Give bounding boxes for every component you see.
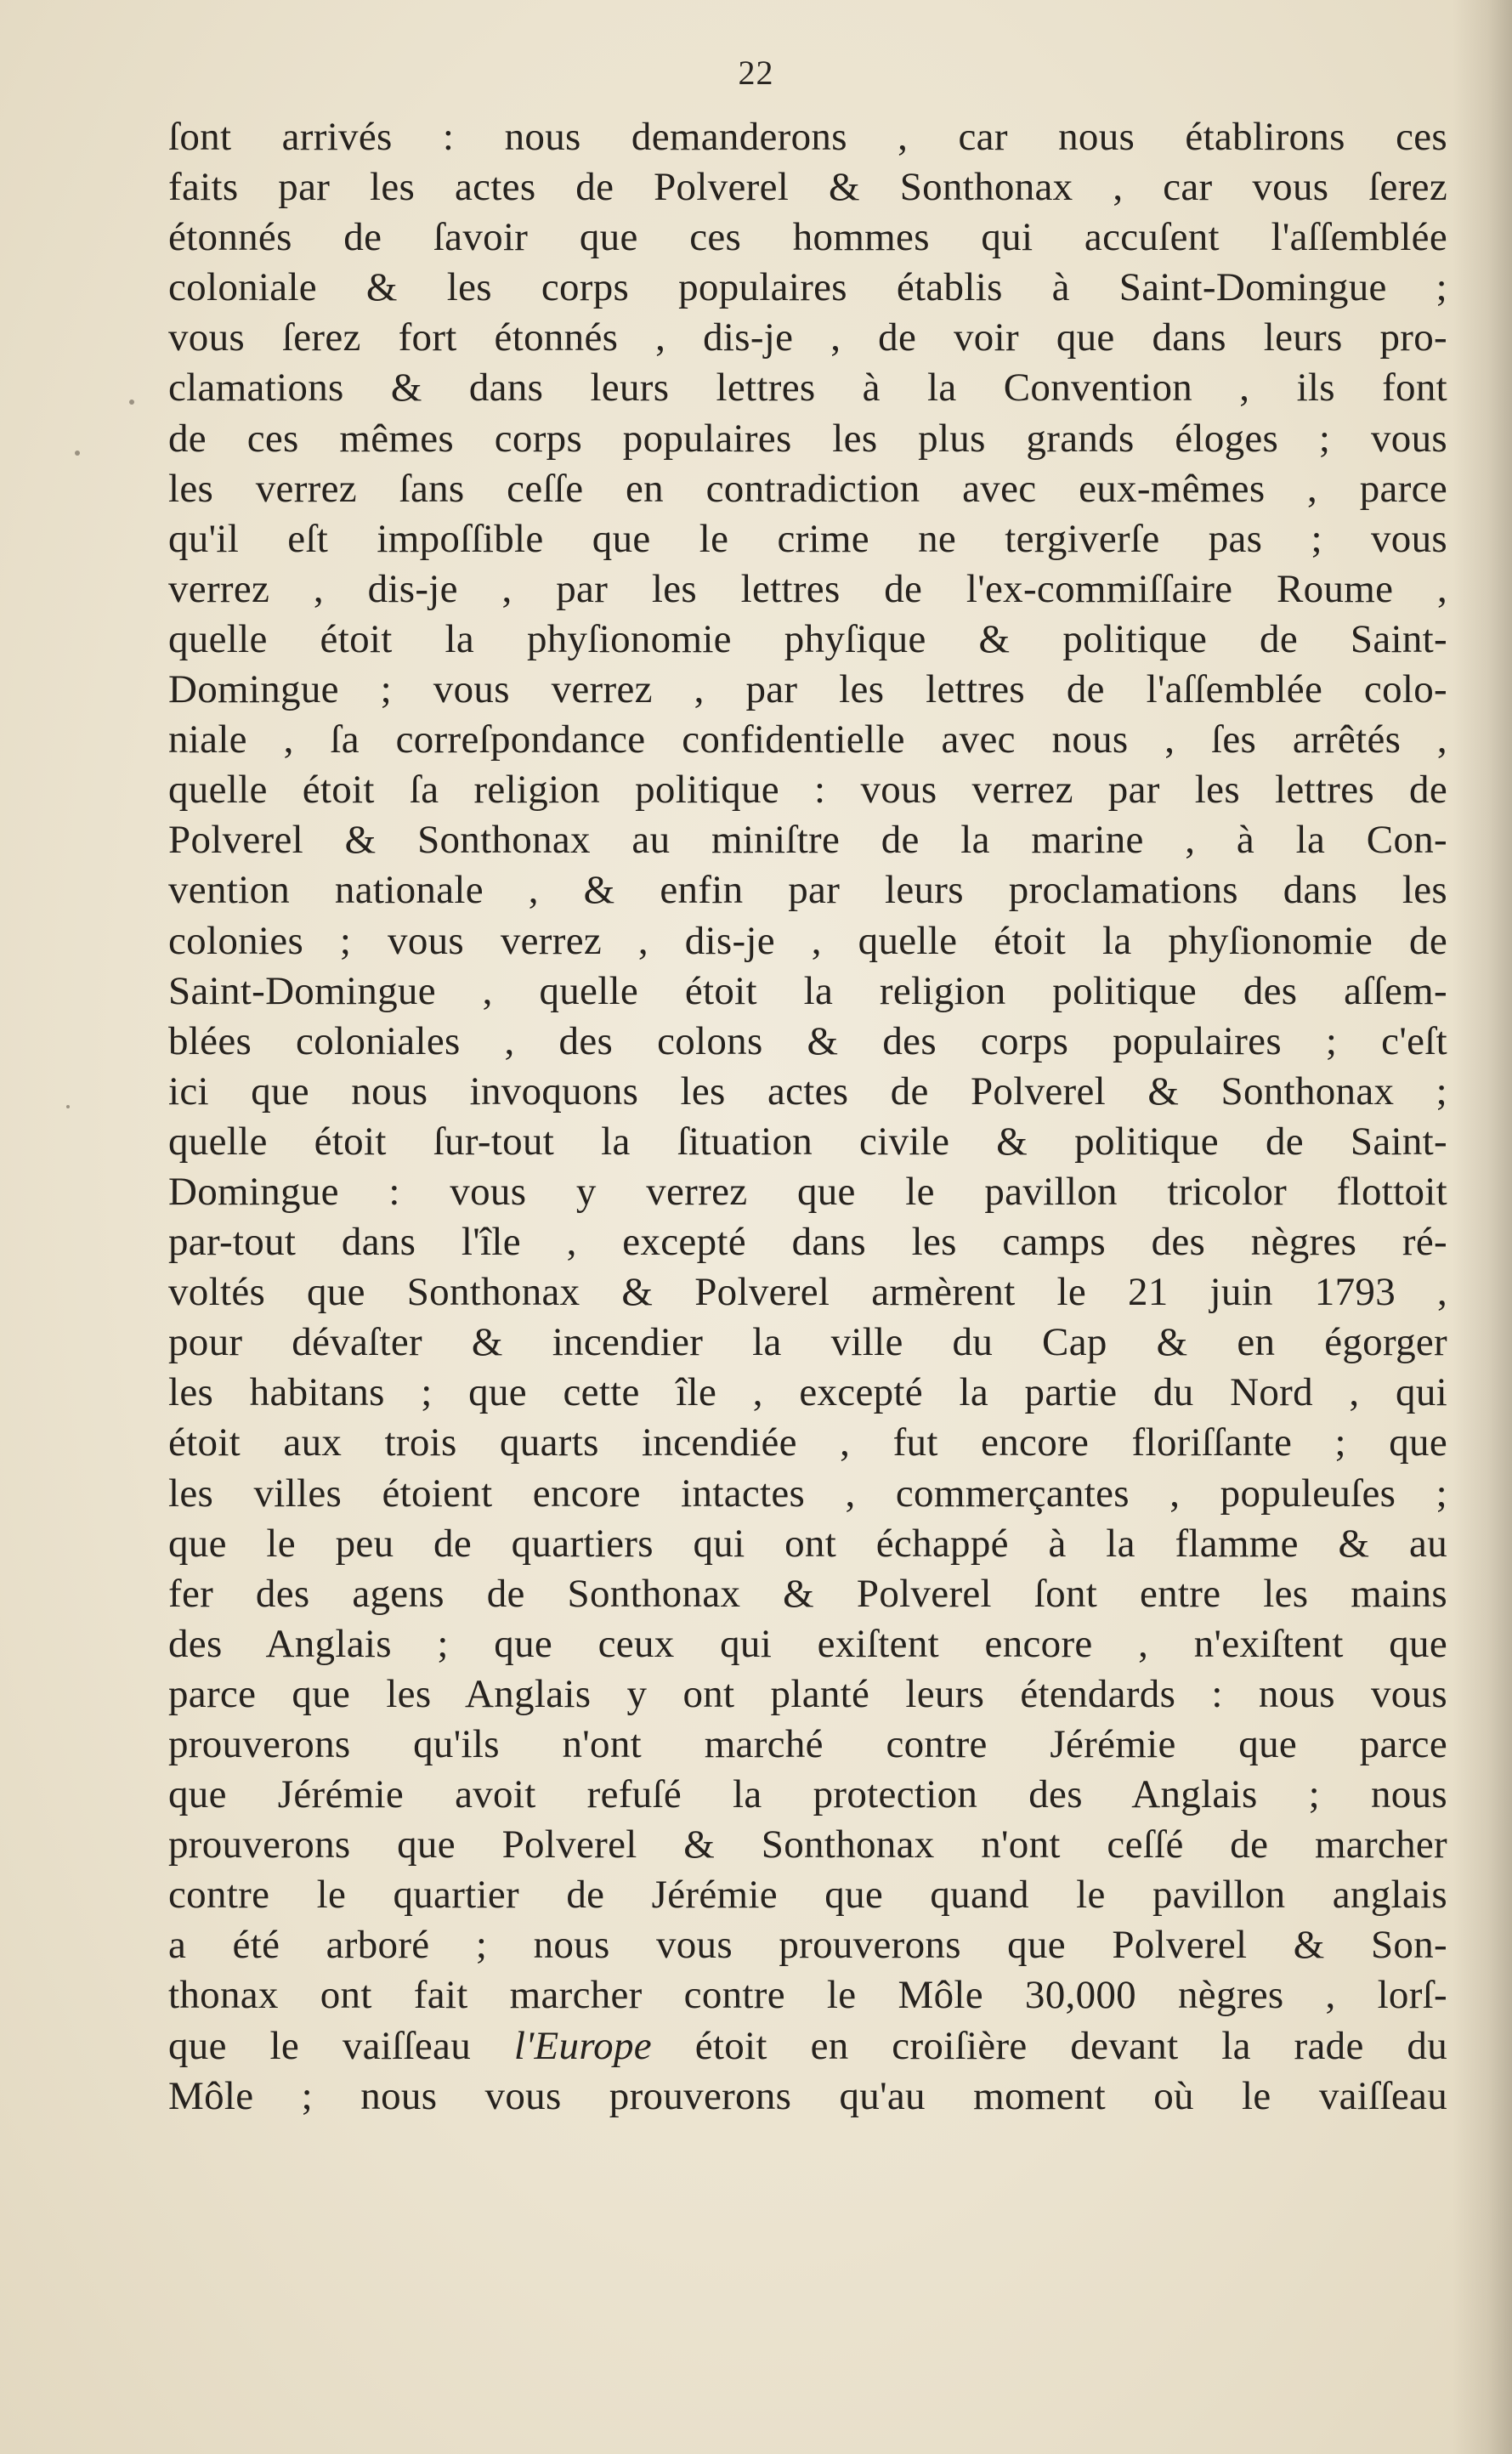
text-line: les villes étoient encore intactes , commerçantes , populeuſes ; [168, 1471, 1447, 1516]
text-line: que le peu de quartiers qui ont échappé à la flamme & au [168, 1521, 1447, 1566]
text-line: niale , ſa correſpondance confidentielle avec nous , ſes arrêtés , [168, 717, 1447, 762]
text-line: Polverel & Sonthonax au miniſtre de la marine , à la Con- [168, 818, 1447, 863]
text-line: prouverons que Polverel & Sonthonax n'ont ceſſé de marcher [168, 1822, 1447, 1867]
text-line: quelle étoit la phyſionomie phyſique & politique de Saint- [168, 616, 1447, 661]
text-line: de ces mêmes corps populaires les plus grands éloges ; vous [168, 416, 1447, 461]
text-line: coloniale & les corps populaires établis à Saint-Domingue ; [168, 265, 1447, 310]
text-run: que le vaiſſeau [168, 2023, 514, 2068]
text-line: verrez , dis-je , par les lettres de l'ex-commiſſaire Roume , [168, 566, 1447, 611]
text-run: étoit en croiſière devant la rade du [651, 2023, 1447, 2068]
text-line: quelle étoit ſa religion politique : vous verrez par les lettres de [168, 768, 1447, 813]
text-line: prouverons qu'ils n'ont marché contre Jérémie que parce [168, 1722, 1447, 1766]
ship-name-italic: l'Europe [513, 2023, 652, 2068]
text-line: que Jérémie avoit refuſé la protection des Anglais ; nous [168, 1772, 1447, 1817]
text-line: étonnés de ſavoir que ces hommes qui accuſent l'aſſemblée [168, 215, 1447, 260]
text-line: les verrez ſans ceſſe en contradiction avec eux-mêmes , parce [168, 466, 1447, 511]
text-line: a été arboré ; nous vous prouverons que Polverel & Son- [168, 1923, 1447, 1968]
text-line: vention nationale , & enfin par leurs proclamations dans les [168, 868, 1447, 913]
text-line: parce que les Anglais y ont planté leurs étendards : nous vous [168, 1671, 1447, 1716]
text-line: par-tout dans l'île , excepté dans les camps des nègres ré- [168, 1220, 1447, 1265]
paper-speck [66, 1105, 70, 1108]
text-line: clamations & dans leurs lettres à la Convention , ils font [168, 366, 1447, 411]
paper-speck [75, 451, 80, 456]
body-text [168, 112, 1447, 2122]
text-line: ſont arrivés : nous demanderons , car nous établirons ces [168, 115, 1447, 159]
text-line: blées coloniales , des colons & des corps populaires ; c'eſt [168, 1018, 1447, 1063]
text-line: faits par les actes de Polverel & Sonthonax , car vous ſerez [168, 165, 1447, 210]
text-line: Domingue ; vous verrez , par les lettres de l'aſſemblée colo- [168, 667, 1447, 712]
text-line: quelle étoit ſur-tout la ſituation civile & politique de Saint- [168, 1119, 1447, 1164]
text-line: ici que nous invoquons les actes de Polverel & Sonthonax ; [168, 1068, 1447, 1114]
text-line: Domingue : vous y verrez que le pavillon tricolor flottoit [168, 1169, 1447, 1214]
text-line: Saint-Domingue , quelle étoit la religion politique des aſſem- [168, 968, 1447, 1013]
text-line: les habitans ; que cette île , excepté la partie du Nord , qui [168, 1370, 1447, 1415]
text-line: fer des agens de Sonthonax & Polverel ſont entre les mains [168, 1571, 1447, 1616]
text-line: colonies ; vous verrez , dis-je , quelle étoit la phyſionomie de [168, 918, 1447, 963]
text-line: qu'il eſt impoſſible que le crime ne tergiverſe pas ; vous [168, 516, 1447, 561]
text-line: des Anglais ; que ceux qui exiſtent encore , n'exiſtent que [168, 1621, 1447, 1666]
page-number: 22 [738, 54, 774, 92]
page-gutter-shadow [1453, 0, 1512, 2454]
text-line: étoit aux trois quarts incendiée , fut encore floriſſante ; que [168, 1420, 1447, 1465]
text-line: vous ſerez fort étonnés , dis-je , de voir que dans leurs pro- [168, 315, 1447, 360]
text-line: thonax ont fait marcher contre le Môle 30,000 nègres , lorſ- [168, 1973, 1447, 2018]
text-line: pour dévaſter & incendier la ville du Cap & en égorger [168, 1320, 1447, 1365]
text-line: voltés que Sonthonax & Polverel armèrent le 21 juin 1793 , [168, 1270, 1447, 1315]
paper-speck [129, 400, 134, 405]
text-line: Môle ; nous vous prouverons qu'au moment où le vaiſſeau [168, 2073, 1447, 2118]
text-line: contre le quartier de Jérémie que quand le pavillon anglais [168, 1873, 1447, 1918]
text-line-with-ship-name [168, 2021, 1447, 2071]
